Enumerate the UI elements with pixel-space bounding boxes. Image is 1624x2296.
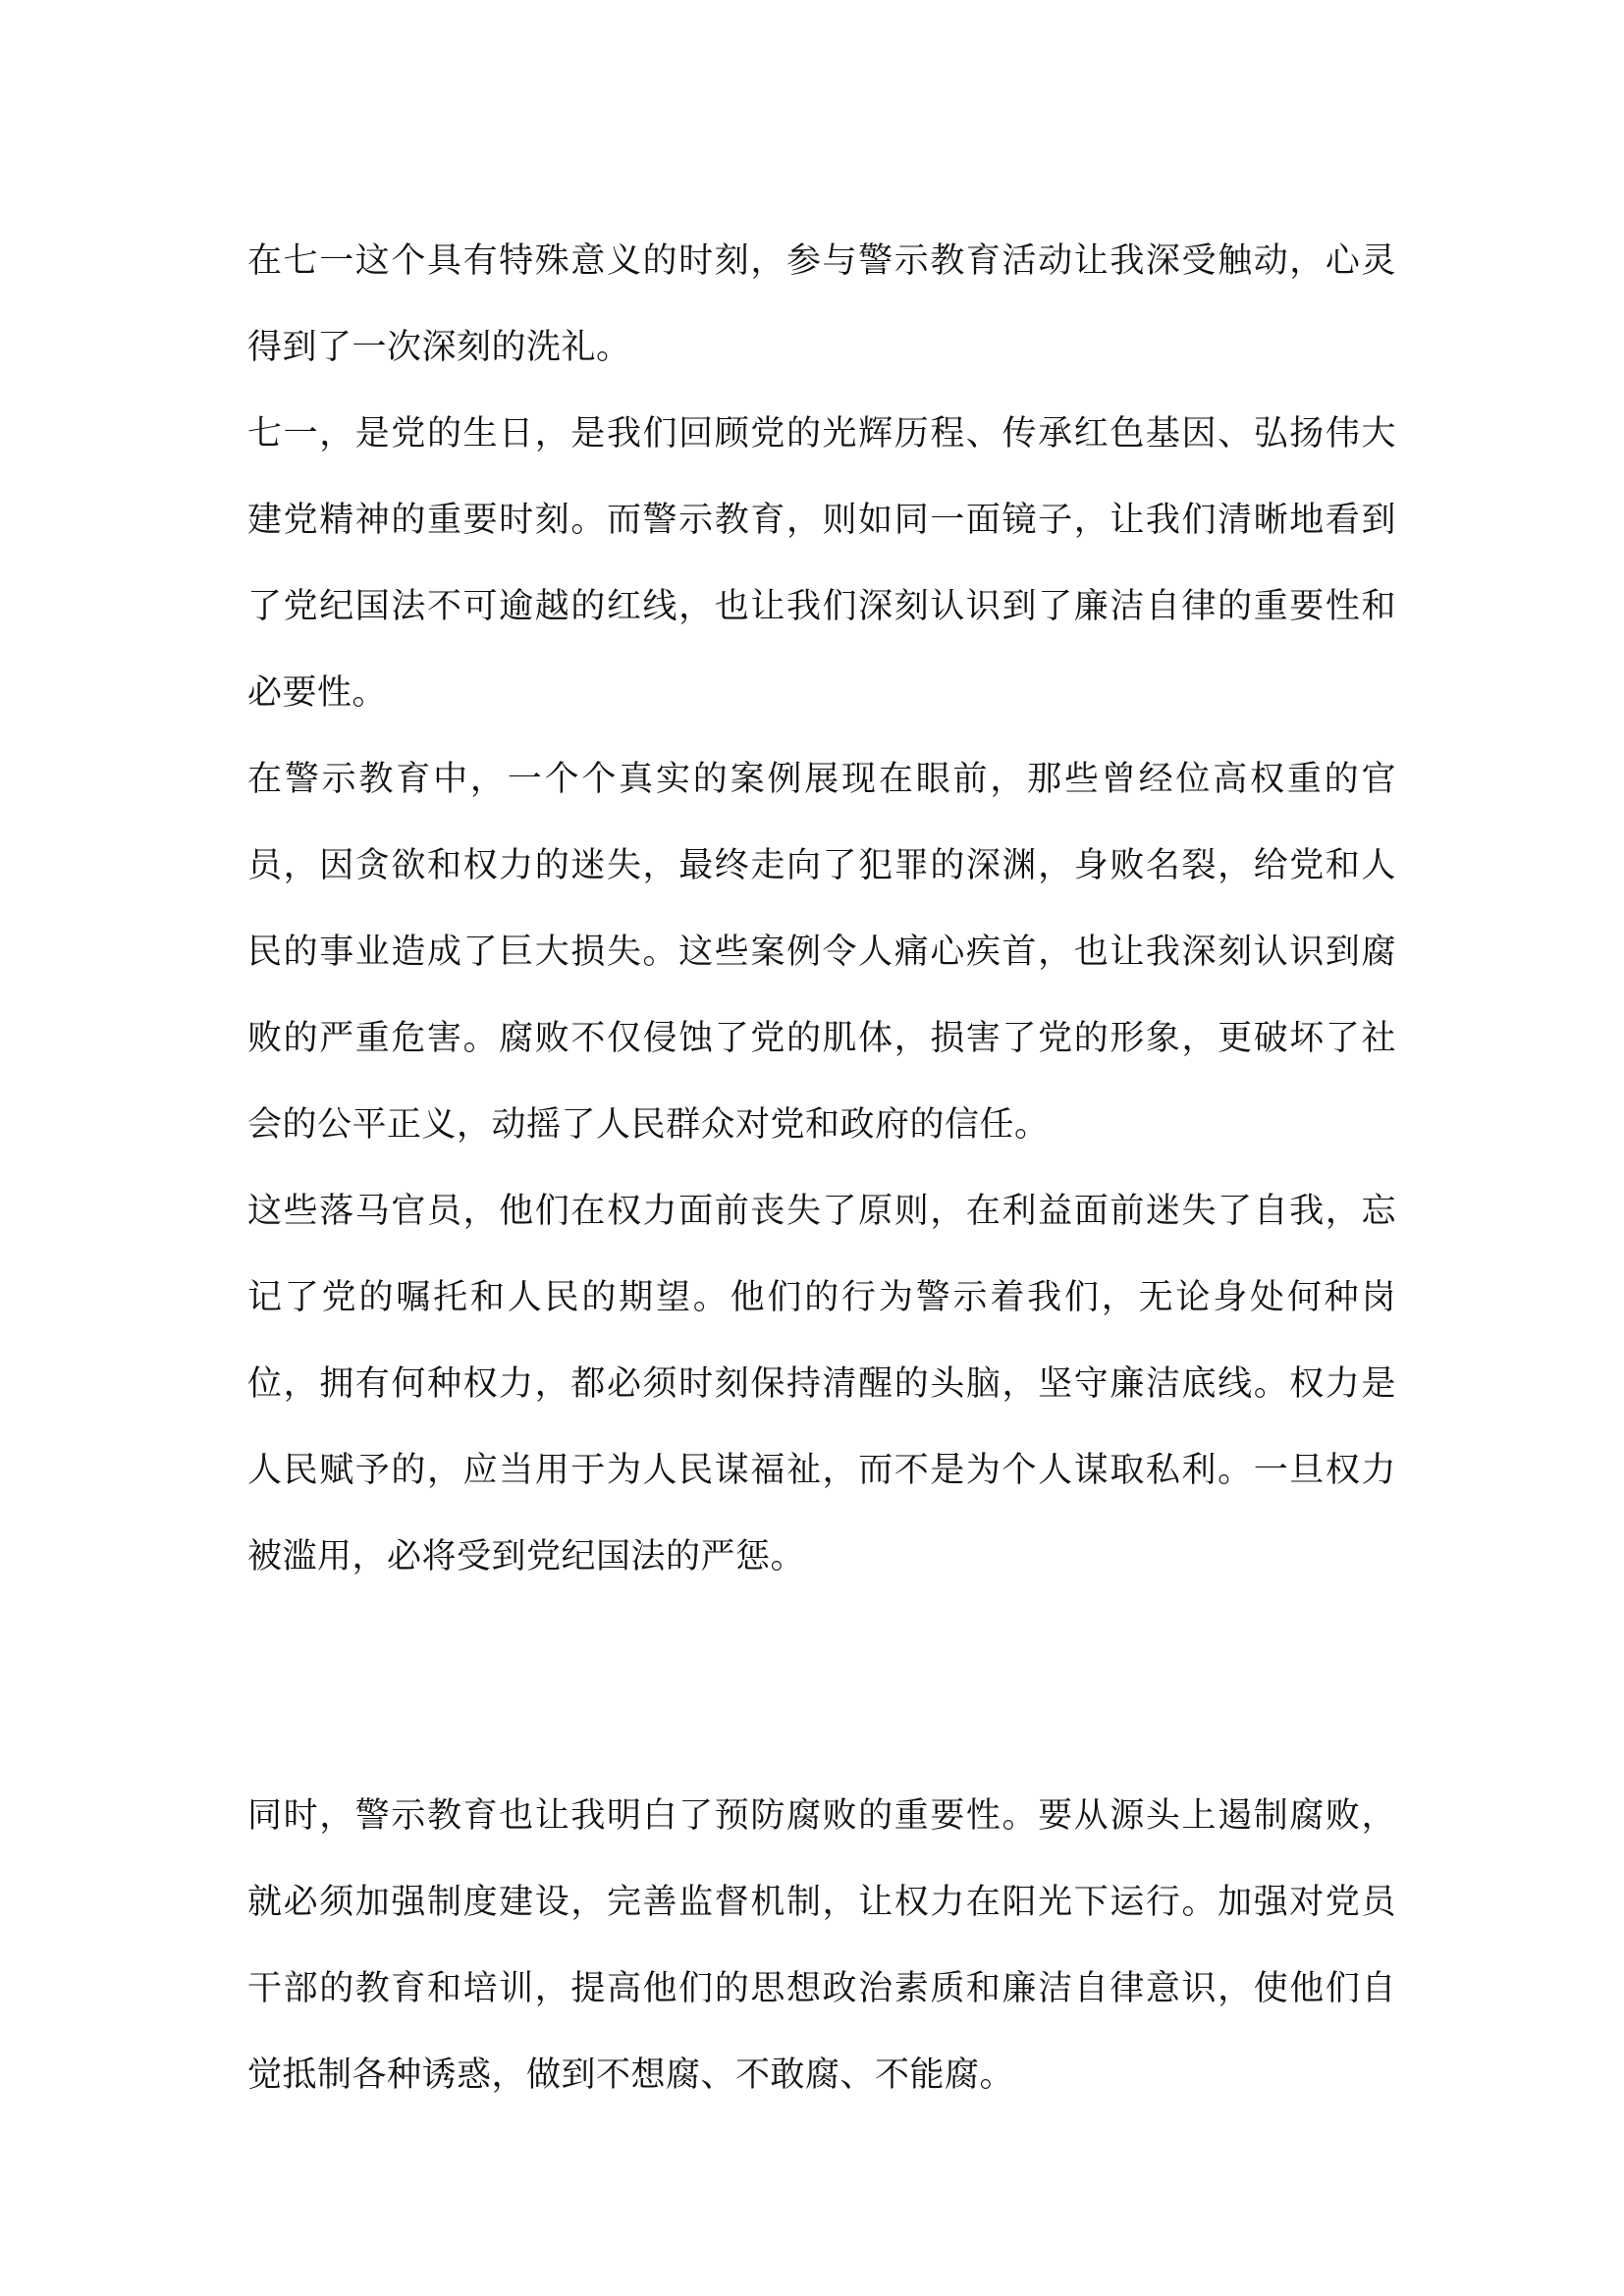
paragraph-gap [247, 1600, 1396, 1773]
paragraph-2: 七一，是党的生日，是我们回顾党的光辉历程、传承红色基因、弘扬伟大建党精神的重要时刻。而警示教育，则如同一面镜子，让我们清晰地看到了党纪国法不可逾越的红线，也让我们深刻认识到了廉洁自律的重要性和必要性。 [247, 414, 1396, 713]
document-body [247, 218, 1396, 2118]
paragraph-5: 同时，警示教育也让我明白了预防腐败的重要性。要从源头上遏制腐败，就必须加强制度建设，完善监督机制，让权力在阳光下运行。加强对党员干部的教育和培训，提高他们的思想政治素质和廉洁自律意识，使他们自觉抵制各种诱惑，做到不想腐、不敢腐、不能腐。 [247, 1796, 1396, 2095]
paragraph-3: 在警示教育中，一个个真实的案例展现在眼前，那些曾经位高权重的官员，因贪欲和权力的迷失，最终走向了犯罪的深渊，身败名裂，给党和人民的事业造成了巨大损失。这些案例令人痛心疾首，也让我深刻认识到腐败的严重危害。腐败不仅侵蚀了党的肌体，损害了党的形象，更破坏了社会的公平正义，动摇了人民群众对党和政府的信任。 [247, 760, 1396, 1145]
paragraph-1: 在七一这个具有特殊意义的时刻，参与警示教育活动让我深受触动，心灵得到了一次深刻的洗礼。 [247, 241, 1396, 367]
paragraph-4: 这些落马官员，他们在权力面前丧失了原则，在利益面前迷失了自我，忘记了党的嘱托和人民的期望。他们的行为警示着我们，无论身处何种岗位，拥有何种权力，都必须时刻保持清醒的头脑，坚守廉洁底线。权力是人民赋予的，应当用于为人民谋福祉，而不是为个人谋取私利。一旦权力被滥用，必将受到党纪国法的严惩。 [247, 1192, 1396, 1576]
